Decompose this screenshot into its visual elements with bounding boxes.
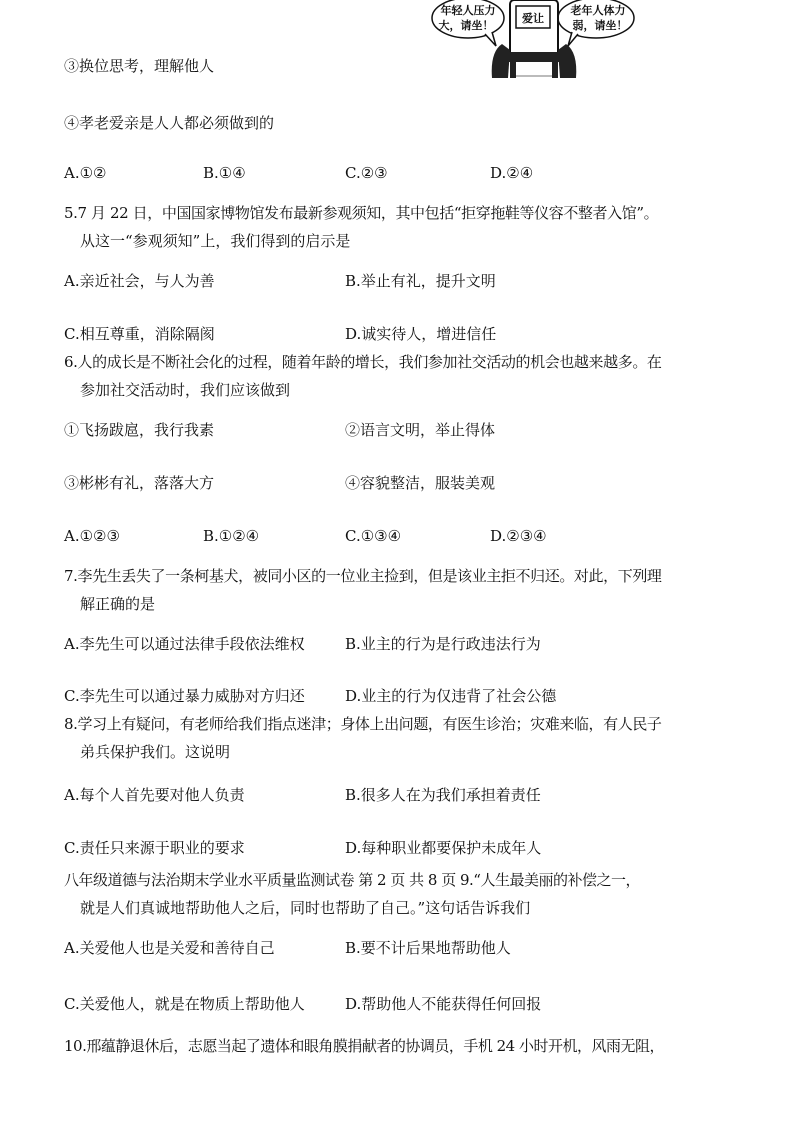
q4-option-a: A.①② (64, 164, 107, 182)
q6-option-b: B.①②④ (203, 527, 260, 545)
sign-text: 爱让 (522, 12, 544, 25)
q8-option-c: C.责任只来源于职业的要求 (64, 839, 245, 857)
q9-option-a: A.关爱他人也是关爱和善待自己 (64, 939, 275, 957)
q4-item-3: ③换位思考，理解他人 (64, 57, 215, 75)
q6-option-c: C.①③④ (345, 527, 402, 545)
q8-stem-line-2: 弟兵保护我们。这说明 (80, 743, 231, 761)
q7-stem-line-1: 7.李先生丢失了一条柯基犬，被同小区的一位业主捡到，但是该业主拒不归还。对此，下列理 (64, 567, 662, 585)
cartoon-illustration (430, 0, 638, 80)
q7-stem-line-2: 解正确的是 (80, 595, 156, 613)
q9-option-c: C.关爱他人，就是在物质上帮助他人 (64, 995, 305, 1013)
q7-option-b: B.业主的行为是行政违法行为 (345, 635, 541, 653)
q5-option-a: A.亲近社会，与人为善 (64, 272, 215, 290)
q6-stem-line-2: 参加社交活动时，我们应该做到 (80, 381, 291, 399)
q7-option-c: C.李先生可以通过暴力威胁对方归还 (64, 687, 305, 705)
q4-item-4: ④孝老爱亲是人人都必须做到的 (64, 114, 275, 132)
q6-item-1: ①飞扬跋扈，我行我素 (64, 421, 215, 439)
q8-stem-line-1: 8.学习上有疑问，有老师给我们指点迷津；身体上出问题，有医生诊治；灾难来临，有人民子 (64, 715, 662, 733)
q7-option-a: A.李先生可以通过法律手段依法维权 (64, 635, 305, 653)
left-bubble-line-2: 大，请坐！ (438, 19, 494, 32)
q5-stem-line-1: 5.7 月 22 日，中国国家博物馆发布最新参观须知，其中包括“拒穿拖鞋等仪容不整者入馆”。 (64, 204, 659, 222)
q5-stem-line-2: 从这一“参观须知”上，我们得到的启示是 (80, 232, 351, 250)
q6-item-3: ③彬彬有礼，落落大方 (64, 474, 215, 492)
q6-stem-line-1: 6.人的成长是不断社会化的过程，随着年龄的增长，我们参加社交活动的机会也越来越多。在 (64, 353, 662, 371)
q9-option-b: B.要不计后果地帮助他人 (345, 939, 511, 957)
q9-option-d: D.帮助他人不能获得任何回报 (345, 995, 542, 1013)
q5-option-c: C.相互尊重，消除隔阂 (64, 325, 215, 343)
q8-option-b: B.很多人在为我们承担着责任 (345, 786, 541, 804)
q10-stem-line-1: 10.邢蕴静退休后，志愿当起了遗体和眼角膜捐献者的协调员，手机 24 小时开机，风雨无阻， (64, 1037, 664, 1055)
q6-item-4: ④容貌整洁，服装美观 (345, 474, 496, 492)
right-bubble-line-1: 老年人体力 (570, 4, 626, 17)
q6-option-a: A.①②③ (64, 527, 120, 545)
q4-option-d: D.②④ (490, 164, 534, 182)
q9-stem-line-1: 八年级道德与法治期末学业水平质量监测试卷 第 2 页 共 8 页 9.“人生最美丽的补偿之一， (64, 871, 640, 889)
right-figure (558, 44, 576, 78)
q4-option-c: C.②③ (345, 164, 388, 182)
q5-option-b: B.举止有礼，提升文明 (345, 272, 496, 290)
q6-item-2: ②语言文明，举止得体 (345, 421, 496, 439)
q8-option-d: D.每种职业都要保护未成年人 (345, 839, 542, 857)
q9-stem-line-2: 就是人们真诚地帮助他人之后，同时也帮助了自己。”这句话告诉我们 (80, 899, 531, 917)
q7-option-d: D.业主的行为仅违背了社会公德 (345, 687, 557, 705)
q6-option-d: D.②③④ (490, 527, 547, 545)
q5-option-d: D.诚实待人，增进信任 (345, 325, 497, 343)
q8-option-a: A.每个人首先要对他人负责 (64, 786, 245, 804)
q4-option-b: B.①④ (203, 164, 246, 182)
left-figure (492, 44, 510, 78)
left-bubble-line-1: 年轻人压力 (440, 4, 496, 17)
right-bubble-line-2: 弱，请坐！ (572, 19, 628, 32)
